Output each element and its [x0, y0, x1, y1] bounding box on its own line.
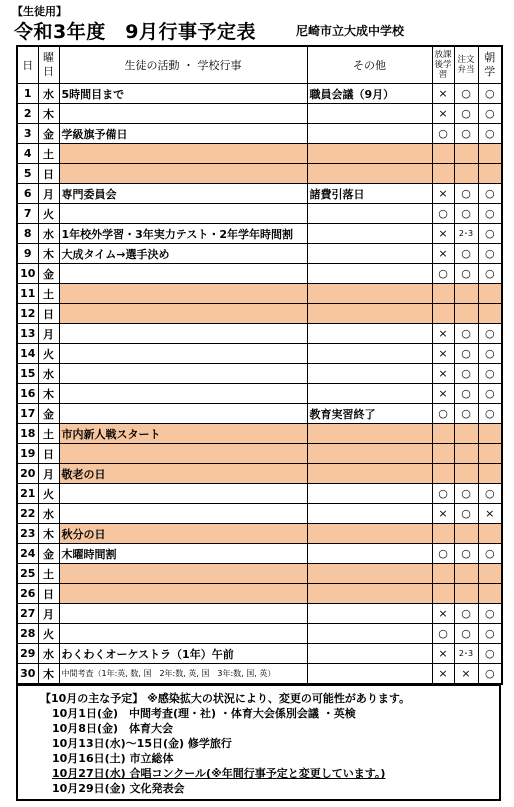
- lunch-mark-cell: ○: [454, 124, 478, 144]
- note-item: 10月8日(金) 体育大会: [52, 722, 174, 735]
- other-cell: 諸費引落日: [307, 184, 432, 204]
- weekday-cell: 土: [38, 564, 59, 584]
- table-header-row: [17, 46, 502, 84]
- activity-cell: [59, 204, 307, 224]
- table-row: [17, 364, 502, 384]
- table-row: [17, 484, 502, 504]
- breakfast-mark-cell: [478, 564, 502, 584]
- study-mark-cell: [432, 284, 454, 304]
- page-title: 令和3年度 9月行事予定表: [14, 21, 256, 43]
- study-mark-cell: [432, 444, 454, 464]
- activity-cell: 木曜時間割: [59, 544, 307, 564]
- breakfast-mark-cell: ○: [478, 204, 502, 224]
- breakfast-mark-cell: ○: [478, 644, 502, 664]
- table-row: [17, 504, 502, 524]
- day-cell: 12: [17, 304, 38, 324]
- activity-cell: [59, 584, 307, 604]
- lunch-mark-cell: ○: [454, 364, 478, 384]
- table-row: [17, 444, 502, 464]
- breakfast-mark-cell: ○: [478, 404, 502, 424]
- col-header-breakfast-label: 朝学: [484, 51, 496, 78]
- lunch-mark-cell: 2･3: [454, 224, 478, 244]
- note-item: 10月29日(金) 文化発表会: [52, 782, 185, 795]
- study-mark-cell: ×: [432, 364, 454, 384]
- other-cell: [307, 504, 432, 524]
- study-mark-cell: ×: [432, 644, 454, 664]
- activity-cell: [59, 264, 307, 284]
- table-row: [17, 124, 502, 144]
- lunch-mark-cell: ○: [454, 204, 478, 224]
- day-cell: 21: [17, 484, 38, 504]
- study-mark-cell: ○: [432, 624, 454, 644]
- weekday-cell: 水: [38, 644, 59, 664]
- breakfast-mark-cell: ○: [478, 84, 502, 104]
- day-cell: 24: [17, 544, 38, 564]
- lunch-mark-cell: ○: [454, 624, 478, 644]
- breakfast-mark-cell: [478, 464, 502, 484]
- lunch-mark-cell: ○: [454, 264, 478, 284]
- table-row: [17, 584, 502, 604]
- day-cell: 30: [17, 664, 38, 685]
- activity-cell: 敬老の日: [59, 464, 307, 484]
- breakfast-mark-cell: [478, 284, 502, 304]
- day-cell: 26: [17, 584, 38, 604]
- lunch-mark-cell: ○: [454, 484, 478, 504]
- weekday-cell: 土: [38, 424, 59, 444]
- table-row: [17, 524, 502, 544]
- activity-cell: [59, 624, 307, 644]
- activity-cell: 市内新人戦スタート: [59, 424, 307, 444]
- other-cell: [307, 624, 432, 644]
- day-cell: 16: [17, 384, 38, 404]
- table-row: [17, 104, 502, 124]
- note-item: 10月13日(水)～15日(金) 修学旅行: [52, 737, 232, 750]
- other-cell: [307, 344, 432, 364]
- notes-heading: 【10月の主な予定】 ※感染拡大の状況により、変更の可能性があります。: [40, 692, 410, 705]
- col-header-lunch-label: 注文弁当: [457, 55, 475, 75]
- table-row: [17, 664, 502, 685]
- study-mark-cell: [432, 424, 454, 444]
- activity-cell: [59, 344, 307, 364]
- other-cell: [307, 164, 432, 184]
- weekday-cell: 木: [38, 104, 59, 124]
- activity-cell: [59, 144, 307, 164]
- table-row: [17, 184, 502, 204]
- study-mark-cell: ×: [432, 344, 454, 364]
- day-cell: 20: [17, 464, 38, 484]
- other-cell: [307, 464, 432, 484]
- breakfast-mark-cell: [478, 304, 502, 324]
- study-mark-cell: ○: [432, 124, 454, 144]
- table-row: [17, 464, 502, 484]
- table-row: [17, 544, 502, 564]
- study-mark-cell: ×: [432, 184, 454, 204]
- activity-cell: [59, 604, 307, 624]
- other-cell: [307, 264, 432, 284]
- activity-cell: [59, 284, 307, 304]
- weekday-cell: 日: [38, 304, 59, 324]
- study-mark-cell: ○: [432, 204, 454, 224]
- study-mark-cell: [432, 564, 454, 584]
- lunch-mark-cell: [454, 524, 478, 544]
- day-cell: 7: [17, 204, 38, 224]
- schedule-table: [16, 45, 503, 685]
- col-header-weekday: [38, 46, 59, 84]
- audience-tag: 【生徒用】: [12, 5, 67, 18]
- other-cell: [307, 664, 432, 685]
- activity-cell: [59, 504, 307, 524]
- lunch-mark-cell: ○: [454, 324, 478, 344]
- other-cell: [307, 124, 432, 144]
- breakfast-mark-cell: ×: [478, 504, 502, 524]
- breakfast-mark-cell: [478, 164, 502, 184]
- study-mark-cell: ×: [432, 84, 454, 104]
- study-mark-cell: [432, 144, 454, 164]
- note-item: 10月16日(土) 市立総体: [52, 752, 174, 765]
- day-cell: 27: [17, 604, 38, 624]
- day-cell: 22: [17, 504, 38, 524]
- day-cell: 2: [17, 104, 38, 124]
- day-cell: 10: [17, 264, 38, 284]
- other-cell: 教育実習終了: [307, 404, 432, 424]
- lunch-mark-cell: ○: [454, 344, 478, 364]
- weekday-cell: 日: [38, 584, 59, 604]
- other-cell: [307, 104, 432, 124]
- day-cell: 11: [17, 284, 38, 304]
- weekday-cell: 木: [38, 664, 59, 685]
- note-item: 10月1日(金) 中間考査(理・社) ・体育大会係別会議 ・英検: [52, 707, 356, 720]
- study-mark-cell: ×: [432, 244, 454, 264]
- day-cell: 6: [17, 184, 38, 204]
- other-cell: [307, 484, 432, 504]
- day-cell: 5: [17, 164, 38, 184]
- table-row: [17, 644, 502, 664]
- activity-cell: [59, 104, 307, 124]
- table-row: [17, 624, 502, 644]
- study-mark-cell: ×: [432, 504, 454, 524]
- activity-cell: [59, 444, 307, 464]
- lunch-mark-cell: ○: [454, 84, 478, 104]
- study-mark-cell: ○: [432, 484, 454, 504]
- table-row: [17, 424, 502, 444]
- breakfast-mark-cell: ○: [478, 344, 502, 364]
- lunch-mark-cell: ○: [454, 384, 478, 404]
- breakfast-mark-cell: ○: [478, 484, 502, 504]
- table-row: [17, 404, 502, 424]
- other-cell: [307, 244, 432, 264]
- lunch-mark-cell: ×: [454, 664, 478, 685]
- table-row: [17, 84, 502, 104]
- weekday-cell: 日: [38, 164, 59, 184]
- day-cell: 8: [17, 224, 38, 244]
- day-cell: 18: [17, 424, 38, 444]
- weekday-cell: 月: [38, 604, 59, 624]
- lunch-mark-cell: 2･3: [454, 644, 478, 664]
- table-row: [17, 244, 502, 264]
- activity-cell: 中間考査（1年:英, 数, 国 2年:数, 英, 国 3年:数, 国, 英）: [59, 664, 307, 685]
- lunch-mark-cell: [454, 424, 478, 444]
- weekday-cell: 水: [38, 224, 59, 244]
- table-row: [17, 204, 502, 224]
- weekday-cell: 木: [38, 384, 59, 404]
- other-cell: [307, 584, 432, 604]
- other-cell: [307, 564, 432, 584]
- lunch-mark-cell: [454, 584, 478, 604]
- weekday-cell: 火: [38, 344, 59, 364]
- other-cell: [307, 384, 432, 404]
- table-row: [17, 224, 502, 244]
- study-mark-cell: ○: [432, 404, 454, 424]
- study-mark-cell: [432, 164, 454, 184]
- breakfast-mark-cell: ○: [478, 364, 502, 384]
- breakfast-mark-cell: ○: [478, 384, 502, 404]
- weekday-cell: 木: [38, 524, 59, 544]
- weekday-cell: 金: [38, 404, 59, 424]
- study-mark-cell: [432, 524, 454, 544]
- activity-cell: わくわくオーケストラ（1年）午前: [59, 644, 307, 664]
- lunch-mark-cell: ○: [454, 404, 478, 424]
- lunch-mark-cell: ○: [454, 544, 478, 564]
- activity-cell: [59, 164, 307, 184]
- day-cell: 15: [17, 364, 38, 384]
- lunch-mark-cell: [454, 164, 478, 184]
- activity-cell: 学級旗予備日: [59, 124, 307, 144]
- study-mark-cell: [432, 584, 454, 604]
- table-row: [17, 324, 502, 344]
- weekday-cell: 水: [38, 364, 59, 384]
- col-header-study-label: 放課後学習: [434, 50, 452, 80]
- study-mark-cell: ×: [432, 664, 454, 685]
- other-cell: [307, 224, 432, 244]
- breakfast-mark-cell: [478, 424, 502, 444]
- table-row: [17, 264, 502, 284]
- activity-cell: [59, 404, 307, 424]
- day-cell: 4: [17, 144, 38, 164]
- study-mark-cell: ×: [432, 324, 454, 344]
- study-mark-cell: [432, 304, 454, 324]
- breakfast-mark-cell: ○: [478, 664, 502, 685]
- breakfast-mark-cell: [478, 444, 502, 464]
- col-header-lunch: [454, 46, 478, 84]
- weekday-cell: 火: [38, 624, 59, 644]
- breakfast-mark-cell: ○: [478, 324, 502, 344]
- breakfast-mark-cell: [478, 144, 502, 164]
- study-mark-cell: ○: [432, 544, 454, 564]
- lunch-mark-cell: ○: [454, 184, 478, 204]
- col-header-weekday-label: 曜日: [43, 51, 54, 78]
- day-cell: 9: [17, 244, 38, 264]
- school-name: 尼崎市立大成中学校: [296, 24, 405, 38]
- weekday-cell: 水: [38, 504, 59, 524]
- day-cell: 19: [17, 444, 38, 464]
- day-cell: 28: [17, 624, 38, 644]
- lunch-mark-cell: [454, 444, 478, 464]
- breakfast-mark-cell: ○: [478, 104, 502, 124]
- lunch-mark-cell: ○: [454, 504, 478, 524]
- weekday-cell: 日: [38, 444, 59, 464]
- activity-cell: [59, 364, 307, 384]
- weekday-cell: 土: [38, 284, 59, 304]
- study-mark-cell: ○: [432, 264, 454, 284]
- other-cell: [307, 444, 432, 464]
- other-cell: [307, 644, 432, 664]
- lunch-mark-cell: [454, 564, 478, 584]
- table-row: [17, 384, 502, 404]
- other-cell: [307, 604, 432, 624]
- breakfast-mark-cell: ○: [478, 624, 502, 644]
- table-row: [17, 304, 502, 324]
- other-cell: [307, 144, 432, 164]
- lunch-mark-cell: [454, 304, 478, 324]
- weekday-cell: 木: [38, 244, 59, 264]
- day-cell: 14: [17, 344, 38, 364]
- activity-cell: [59, 324, 307, 344]
- weekday-cell: 火: [38, 204, 59, 224]
- note-item: 10月27日(水) 合唱コンクール(※年間行事予定と変更しています。): [52, 767, 386, 780]
- study-mark-cell: ×: [432, 384, 454, 404]
- weekday-cell: 金: [38, 124, 59, 144]
- activity-cell: 5時間目まで: [59, 84, 307, 104]
- activity-cell: 秋分の日: [59, 524, 307, 544]
- activity-cell: [59, 564, 307, 584]
- day-cell: 29: [17, 644, 38, 664]
- weekday-cell: 月: [38, 324, 59, 344]
- other-cell: [307, 524, 432, 544]
- breakfast-mark-cell: [478, 524, 502, 544]
- lunch-mark-cell: ○: [454, 104, 478, 124]
- weekday-cell: 月: [38, 464, 59, 484]
- other-cell: [307, 424, 432, 444]
- study-mark-cell: [432, 464, 454, 484]
- lunch-mark-cell: [454, 464, 478, 484]
- lunch-mark-cell: ○: [454, 604, 478, 624]
- other-cell: [307, 364, 432, 384]
- table-row: [17, 164, 502, 184]
- breakfast-mark-cell: ○: [478, 184, 502, 204]
- col-header-breakfast: [478, 46, 502, 84]
- breakfast-mark-cell: ○: [478, 124, 502, 144]
- other-cell: [307, 204, 432, 224]
- weekday-cell: 土: [38, 144, 59, 164]
- table-row: [17, 604, 502, 624]
- other-cell: [307, 324, 432, 344]
- breakfast-mark-cell: ○: [478, 264, 502, 284]
- other-cell: [307, 284, 432, 304]
- col-header-activities: 生徒の活動 ・ 学校行事: [59, 46, 307, 84]
- weekday-cell: 金: [38, 264, 59, 284]
- lunch-mark-cell: [454, 144, 478, 164]
- breakfast-mark-cell: ○: [478, 604, 502, 624]
- activity-cell: 専門委員会: [59, 184, 307, 204]
- breakfast-mark-cell: ○: [478, 544, 502, 564]
- table-row: [17, 144, 502, 164]
- study-mark-cell: ×: [432, 104, 454, 124]
- table-row: [17, 564, 502, 584]
- day-cell: 23: [17, 524, 38, 544]
- study-mark-cell: ×: [432, 604, 454, 624]
- table-row: [17, 344, 502, 364]
- col-header-other: その他: [307, 46, 432, 84]
- other-cell: [307, 304, 432, 324]
- day-cell: 25: [17, 564, 38, 584]
- weekday-cell: 月: [38, 184, 59, 204]
- activity-cell: 大成タイム→選手決め: [59, 244, 307, 264]
- activity-cell: [59, 304, 307, 324]
- activity-cell: 1年校外学習・3年実力テスト・2年学年時間割: [59, 224, 307, 244]
- day-cell: 17: [17, 404, 38, 424]
- col-header-day: 日: [17, 46, 38, 84]
- study-mark-cell: ×: [432, 224, 454, 244]
- next-month-notes: [16, 684, 501, 801]
- col-header-study: [432, 46, 454, 84]
- breakfast-mark-cell: ○: [478, 244, 502, 264]
- day-cell: 3: [17, 124, 38, 144]
- table-row: [17, 284, 502, 304]
- activity-cell: [59, 384, 307, 404]
- weekday-cell: 火: [38, 484, 59, 504]
- lunch-mark-cell: [454, 284, 478, 304]
- breakfast-mark-cell: ○: [478, 224, 502, 244]
- activity-cell: [59, 484, 307, 504]
- other-cell: [307, 544, 432, 564]
- breakfast-mark-cell: [478, 584, 502, 604]
- lunch-mark-cell: ○: [454, 244, 478, 264]
- weekday-cell: 水: [38, 84, 59, 104]
- other-cell: 職員会議（9月）: [307, 84, 432, 104]
- weekday-cell: 金: [38, 544, 59, 564]
- day-cell: 1: [17, 84, 38, 104]
- day-cell: 13: [17, 324, 38, 344]
